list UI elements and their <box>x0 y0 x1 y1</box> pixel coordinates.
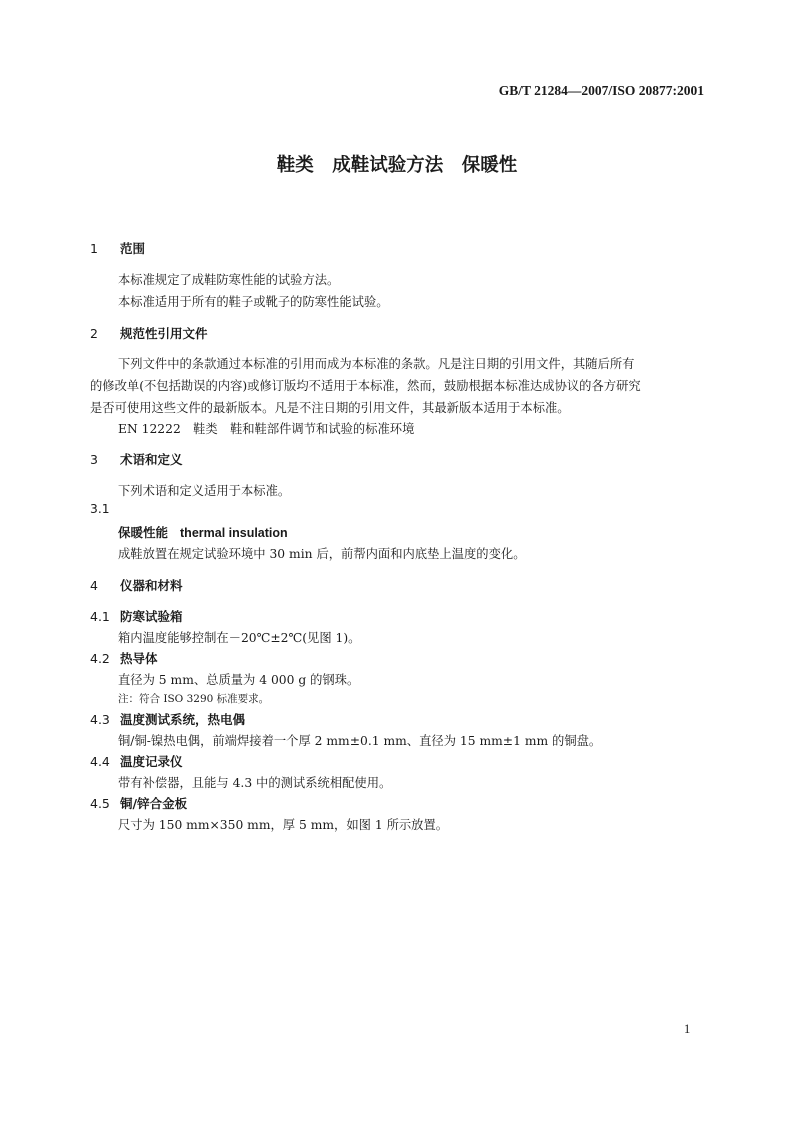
clause-text: 直径为 5 mm、总质量为 4 000 g 的钢珠。 <box>118 673 360 687</box>
clause-title: 温度测试系统，热电偶 <box>120 712 246 727</box>
clause-text: 尺寸为 150 mm×350 mm，厚 5 mm，如图 1 所示放置。 <box>118 818 449 832</box>
section-title: 仪器和材料 <box>120 578 183 593</box>
clause-4-5-heading <box>90 794 187 812</box>
clause-4-1-heading <box>90 607 183 625</box>
paragraph-line: 下列文件中的条款通过本标准的引用而成为本标准的条款。凡是注日期的引用文件，其随后所有 <box>118 357 635 371</box>
term-entry <box>118 523 288 541</box>
clause-text: 箱内温度能够控制在－20℃±2℃(见图 1)。 <box>118 631 361 645</box>
section-title: 规范性引用文件 <box>120 326 208 341</box>
clause-text: 带有补偿器，且能与 4.3 中的测试系统相配使用。 <box>118 776 392 790</box>
section-3-heading <box>90 450 183 468</box>
paragraph-line: 的修改单(不包括勘误的内容)或修订版均不适用于本标准，然而，鼓励根据本标准达成协议的各方研究 <box>90 379 641 393</box>
clause-4-4-heading <box>90 752 183 770</box>
section-4-heading <box>90 576 183 594</box>
paragraph: 本标准规定了成鞋防寒性能的试验方法。 <box>118 273 340 287</box>
subsection-number: 3.1 <box>90 502 110 516</box>
clause-number: 4.2 <box>90 651 110 666</box>
clause-4-2-heading <box>90 649 158 667</box>
section-title: 术语和定义 <box>120 452 183 467</box>
clause-title: 防寒试验箱 <box>120 609 183 624</box>
clause-title: 铜/锌合金板 <box>120 796 188 811</box>
term-definition: 成鞋放置在规定试验环境中 30 min 后，前帮内面和内底垫上温度的变化。 <box>118 547 526 561</box>
clause-number: 4.1 <box>90 609 110 624</box>
clause-4-3-heading <box>90 710 245 728</box>
paragraph: 下列术语和定义适用于本标准。 <box>118 484 291 498</box>
clause-text: 铜/铜-镍热电偶，前端焊接着一个厚 2 mm±0.1 mm、直径为 15 mm±1 mm 的铜盘。 <box>118 734 602 748</box>
section-number: 3 <box>90 452 98 467</box>
standard-code: GB/T 21284—2007/ISO 20877:2001 <box>498 83 704 98</box>
clause-title: 热导体 <box>120 651 158 666</box>
page-number: 1 <box>684 1022 691 1036</box>
section-number: 4 <box>90 578 98 593</box>
document-title: 鞋类 成鞋试验方法 保暖性 <box>276 155 518 176</box>
section-number: 2 <box>90 326 98 341</box>
clause-number: 4.5 <box>90 796 110 811</box>
paragraph: 本标准适用于所有的鞋子或靴子的防寒性能试验。 <box>118 295 389 309</box>
clause-number: 4.3 <box>90 712 110 727</box>
clause-number: 4.4 <box>90 754 110 769</box>
paragraph-line: 是否可使用这些文件的最新版本。凡是不注日期的引用文件，其最新版本适用于本标准。 <box>90 401 570 415</box>
section-number: 1 <box>90 241 98 256</box>
term-chinese: 保暖性能 <box>118 525 169 540</box>
section-2-heading <box>90 324 208 342</box>
normative-reference: EN 12222 鞋类 鞋和鞋部件调节和试验的标准环境 <box>118 422 415 436</box>
term-english: thermal insulation <box>180 526 288 540</box>
clause-title: 温度记录仪 <box>120 754 183 769</box>
clause-note: 注：符合 ISO 3290 标准要求。 <box>118 693 270 705</box>
section-1-heading <box>90 239 145 257</box>
section-title: 范围 <box>120 241 146 256</box>
